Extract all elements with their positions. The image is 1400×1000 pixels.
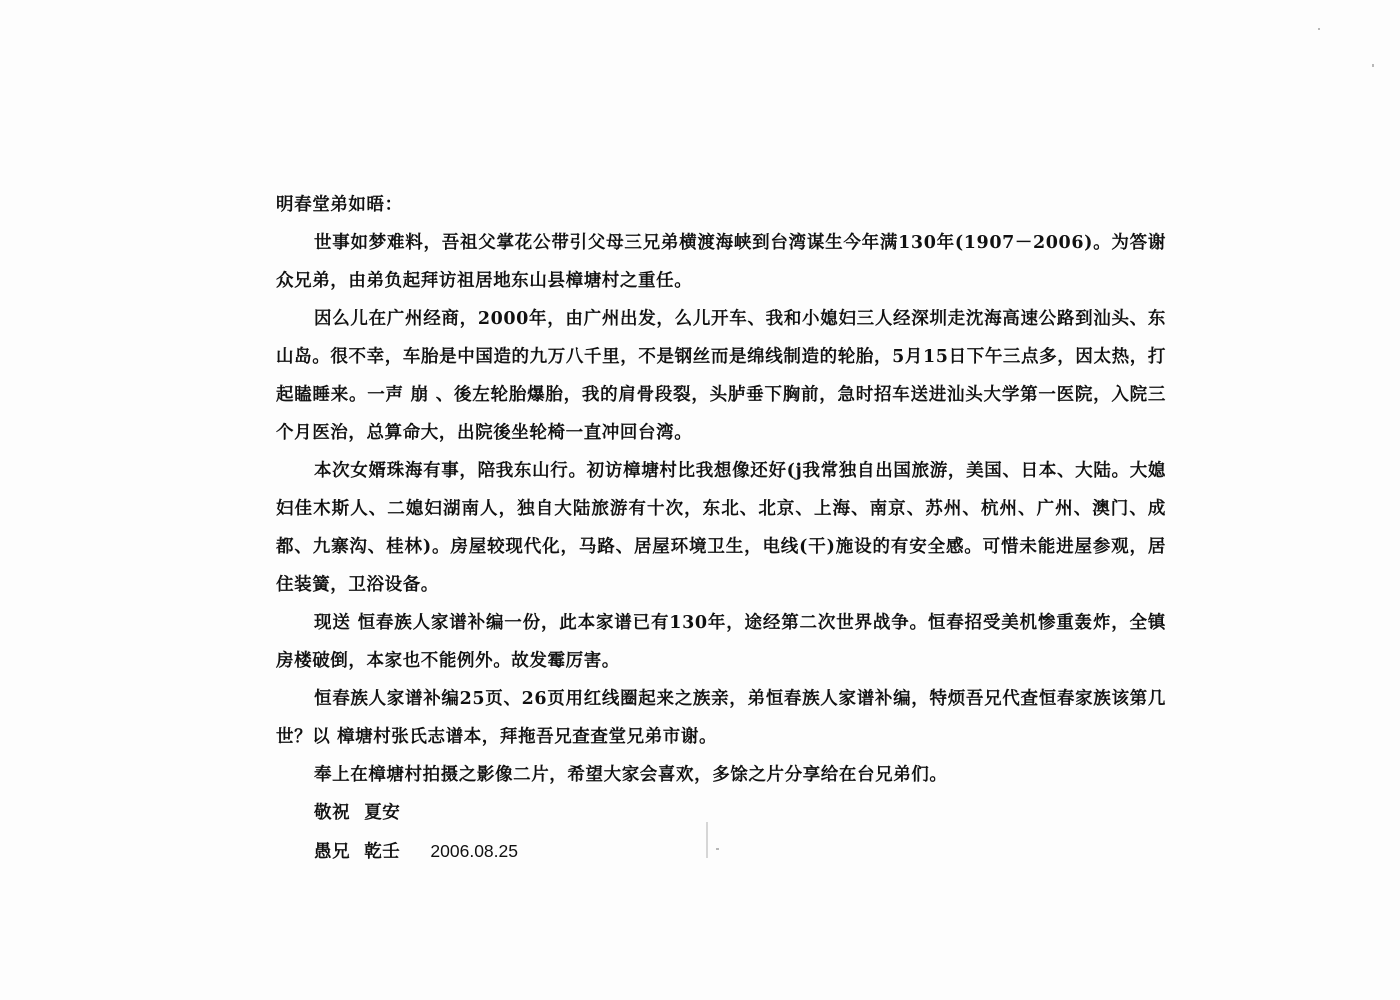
letter-paragraph-4: 现送 恒春族人家谱补编一份，此本家谱已有130年，途经第二次世界战争。恒春招受美机惨重轰炸，全镇房楼破倒，本家也不能例外。故发霉厉害。 [276, 613, 1166, 671]
letter-salutation: 明春堂弟如晤： [276, 195, 403, 215]
letter-paragraph-5: 恒春族人家谱补编25页、26页用红线圈起来之族亲，弟恒春族人家谱补编，特烦吾兄代查恒春家族该第几世？以 樟塘村张氏志谱本，拜拖吾兄查查堂兄弟市谢。 [276, 689, 1166, 747]
letter-signature [276, 832, 1166, 871]
letter-paragraph-6: 奉上在樟塘村拍摄之影像二片，希望大家会喜欢，多馀之片分享给在台兄弟们。 [314, 765, 948, 785]
letter-body [276, 186, 1166, 871]
letter-paragraph-1: 世事如梦难料，吾祖父掌花公带引父母三兄弟横渡海峡到台湾谋生今年满130年(1907－2006)。为答谢众兄弟，由弟负起拜访祖居地东山县樟塘村之重任。 [276, 233, 1166, 291]
scan-speck-top-right-2 [1372, 64, 1374, 67]
letter-date: 2006.08.25 [430, 841, 518, 861]
scan-speck-top-right [1318, 28, 1320, 30]
letter-closing-wish [276, 794, 1166, 832]
signature-name: 乾壬 [364, 842, 401, 862]
signature-title: 愚兄 [314, 842, 351, 862]
letter-paragraph-2: 因么儿在广州经商，2000年，由广州出发，么儿开车、我和小媳妇三人经深圳走沈海高速公路到汕头、东山岛。很不幸，车胎是中国造的九万八千里，不是钢丝而是绵线制造的轮胎，5月15日下午三点多，因太热，打起瞌睡来。一声 崩 、後左轮胎爆胎，我的肩骨段裂，头胪垂下胸前，急时招车送进汕头大学第一医院，入院三个月医治，总算命大，出院後坐轮椅一直冲回台湾。 [276, 309, 1166, 443]
closing-wish-respect: 敬祝 [314, 803, 351, 823]
letter-paragraph-3: 本次女婿珠海有事，陪我东山行。初访樟塘村比我想像还好(j我常独自出国旅游，美国、日本、大陆。大媳妇佳木斯人、二媳妇湖南人，独自大陆旅游有十次，东北、北京、上海、南京、苏州、杭州、广州、澳门、成都、九寨沟、桂林)。房屋较现代化，马路、居屋环境卫生，电线(干)施设的有安全感。可惜未能进屋参观，居住装簧，卫浴设备。 [276, 461, 1166, 595]
closing-wish-summer: 夏安 [364, 803, 401, 823]
